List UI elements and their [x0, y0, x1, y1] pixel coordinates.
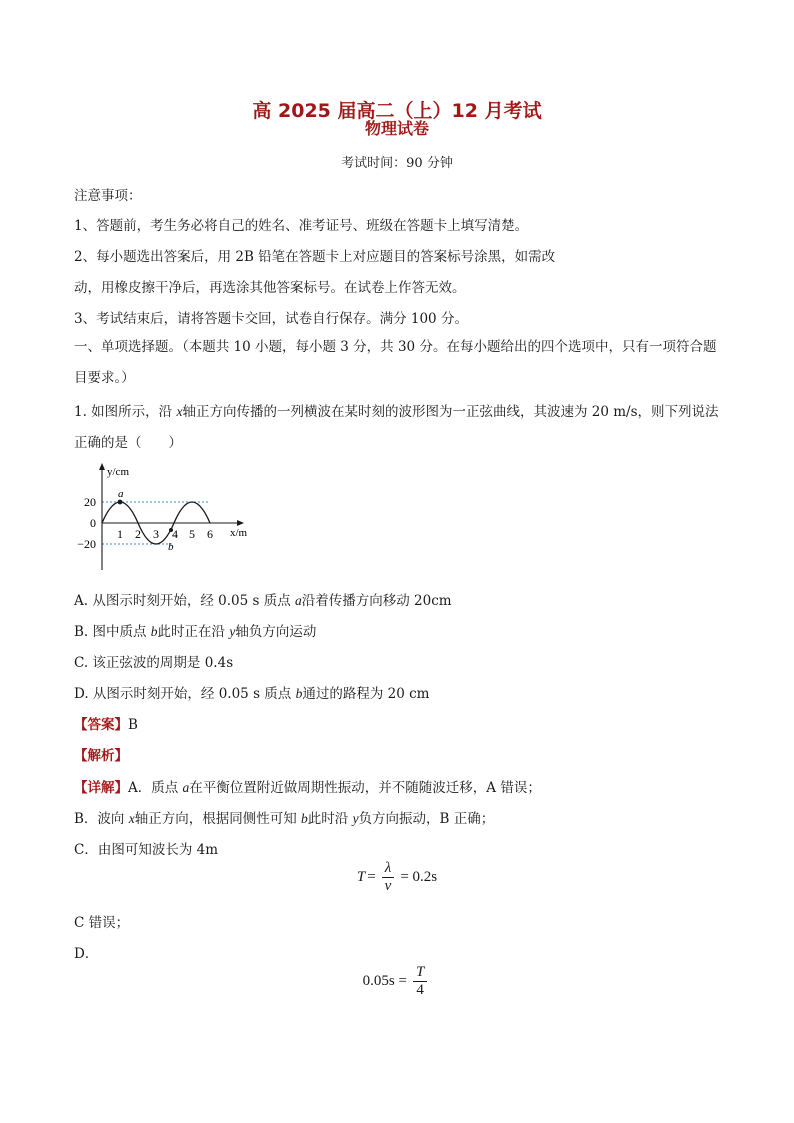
detail-label: 【详解】 [74, 780, 128, 796]
equation-period: T = $\frac{\lambda}{v}$ = 0.2s [356, 860, 438, 894]
x-tick-1: 1 [117, 527, 123, 541]
notes-heading: 注意事项： [74, 188, 142, 204]
point-a-label: a [118, 488, 124, 500]
x-tick-6: 6 [207, 527, 213, 541]
detail-b-text-4: 负方向振动，B 正确； [358, 811, 495, 827]
q1-x-var: x [176, 404, 183, 419]
answer-value: B [128, 717, 138, 733]
option-a [74, 589, 452, 609]
x-tick-5: 5 [189, 527, 195, 541]
option-b-text-1: B. 图中质点 [74, 624, 151, 640]
q1-stem-a: 1. 如图所示，沿 [74, 404, 177, 420]
detail-b-text-3: 此时沿 [307, 811, 353, 827]
option-d-text-1: D. 从图示时刻开始，经 0.05 s 质点 [74, 686, 296, 702]
option-b-text-3: 轴负方向运动 [235, 624, 317, 640]
note-item-1: 1、答题前，考生务必将自己的姓名、准考证号、班级在答题卡上填写清楚。 [74, 218, 529, 234]
x-axis-arrow [237, 520, 244, 526]
x-tick-3: 3 [153, 527, 159, 541]
section-1-heading: 一、单项选择题。（本题共 10 小题，每小题 3 分，共 30 分。在每小题给出的四个选项中，只有一项符合题目要求。） [74, 339, 717, 386]
eq2-lhs: 0.05s = [362, 973, 407, 989]
exam-title: 高 2025 届高二（上）12 月考试 [252, 100, 542, 122]
exam-time: 考试时间：90 分钟 [341, 156, 453, 171]
option-a-text-1: A. 从图示时刻开始，经 0.05 s 质点 [74, 593, 295, 609]
option-d [74, 682, 429, 702]
analysis-label-text: 【解析】 [74, 748, 128, 764]
eq2-num: T [415, 964, 425, 980]
x-tick-2: 2 [135, 527, 141, 541]
eq2-fraction [413, 964, 427, 999]
analysis-label [74, 744, 128, 764]
detail-b-text-2: 轴正方向，根据同侧性可知 [134, 811, 302, 827]
question-1-stem [74, 396, 724, 459]
answer-label: 【答案】 [74, 717, 128, 733]
q1-stem-b: 轴正方向传播的一列横波在某时刻的波形图为一正弦曲线，其波速为 20 m/s，则下列说法正确的是（ ） [74, 404, 719, 451]
point-a-dot [118, 500, 123, 505]
option-b-var-2: y [229, 624, 236, 639]
y-axis-label: y/cm [107, 466, 129, 478]
note-item-2a: 2、每小题选出答案后，用 2B 铅笔在答题卡上对应题目的答案标号涂黑，如需改 [74, 249, 556, 265]
wave-figure [72, 462, 267, 574]
equation-time [0, 964, 794, 999]
option-a-var: a [294, 593, 302, 608]
detail-c: C．由图可知波长为 4m [74, 842, 219, 858]
detail-b-var-2: b [301, 811, 308, 826]
eq1-fraction [382, 860, 395, 895]
x-tick-4: 4 [172, 527, 178, 541]
y-axis-arrow [99, 463, 105, 470]
option-b-text-2: 此时正在沿 [157, 624, 230, 640]
answer-line [74, 713, 138, 733]
point-b-label: b [168, 541, 174, 553]
eq1-rhs: = 0.2s [400, 869, 438, 885]
exam-subtitle: 物理试卷 [364, 119, 429, 138]
detail-a-text-1: A．质点 [128, 780, 183, 796]
detail-a [74, 776, 541, 796]
x-axis-label: x/m [230, 527, 248, 539]
detail-b [74, 807, 494, 827]
detail-a-text-2: 在平衡位置附近做周期性振动，并不随随波迁移，A 错误； [189, 780, 541, 796]
y-tick-20: 20 [84, 495, 96, 509]
y-tick-minus-20: −20 [77, 537, 96, 551]
detail-a-var: a [182, 780, 190, 795]
option-b [74, 620, 316, 640]
note-item-2b: 动，用橡皮擦干净后，再选涂其他答案标号。在试卷上作答无效。 [74, 280, 466, 296]
eq2-den: 4 [416, 982, 424, 998]
eq1-num: λ [384, 860, 392, 876]
eq1-den: v [384, 878, 392, 894]
note-item-3: 3、考试结束后，请将答题卡交回，试卷自行保存。满分 100 分。 [74, 311, 468, 327]
detail-d: D． [74, 946, 99, 962]
y-tick-0: 0 [90, 516, 96, 530]
detail-b-var-3: y [352, 811, 359, 826]
option-d-text-2: 通过的路程为 20 cm [302, 686, 430, 702]
detail-b-var: x [128, 811, 135, 826]
option-a-text-2: 沿着传播方向移动 20cm [301, 593, 452, 609]
eq1-lhs: T [356, 869, 366, 885]
option-b-var: b [150, 624, 158, 639]
c-wrong: C 错误； [74, 915, 130, 931]
option-c: C. 该正弦波的周期是 0.4s [74, 655, 234, 671]
detail-b-text-1: B．波向 [74, 811, 129, 827]
option-d-var: b [295, 686, 303, 701]
